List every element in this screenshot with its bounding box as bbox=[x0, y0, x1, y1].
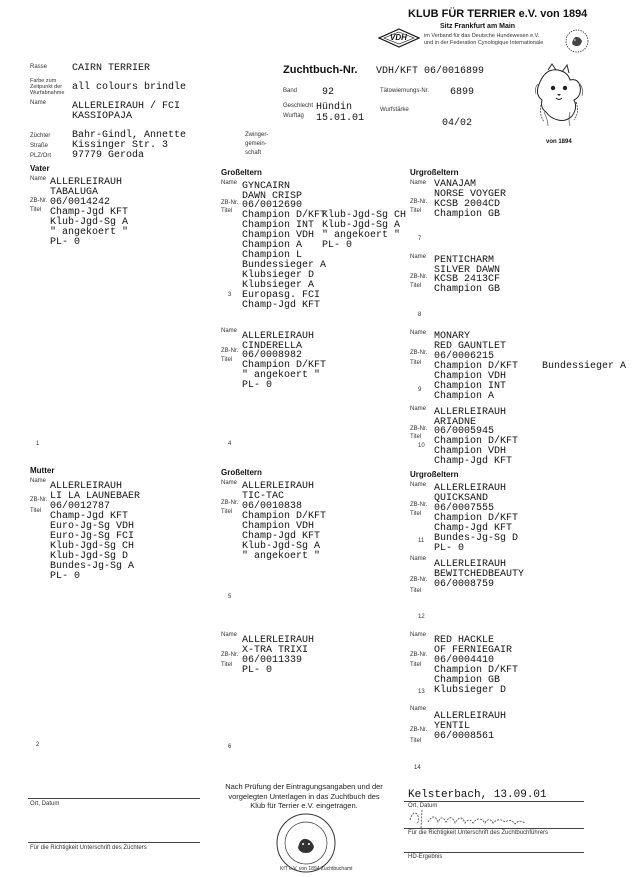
urgrosseltern-heading-1: Urgroßeltern bbox=[410, 168, 459, 177]
hd-line bbox=[404, 852, 584, 853]
u9-num: 9 bbox=[418, 387, 422, 393]
u10-titel-label: Titel bbox=[410, 434, 422, 440]
mutter-titel-label: Titel bbox=[30, 508, 42, 514]
u13-titel-label: Titel bbox=[410, 662, 422, 668]
terrier-logo-icon bbox=[530, 62, 592, 142]
rasse-label: Rasse bbox=[30, 64, 48, 70]
u9-zb: 06/0006215 bbox=[434, 351, 495, 362]
g5-num: 5 bbox=[228, 594, 232, 600]
taet-value: 6899 bbox=[450, 87, 475, 98]
u12-zb: 06/0008759 bbox=[434, 579, 495, 590]
u10-zb-label: ZB-Nr. bbox=[410, 426, 428, 432]
u11-zb: 06/0007555 bbox=[434, 503, 495, 514]
mutter-zb: 06/0012787 bbox=[50, 501, 111, 512]
wurftag-value: 15.01.01 bbox=[316, 113, 365, 124]
u13-zb-label: ZB-Nr. bbox=[410, 652, 428, 658]
vater-zb: 06/0014242 bbox=[50, 197, 111, 208]
zuechter-labels: Züchter Straße PLZ/Ort bbox=[30, 133, 52, 159]
g6-titel-label: Titel bbox=[221, 662, 233, 668]
u11-name: ALLERLEIRAUH QUICKSAND bbox=[434, 483, 507, 504]
u12-zb-label: ZB-Nr. bbox=[410, 577, 428, 583]
u10-name: ALLERLEIRAUH ARIADNE bbox=[434, 407, 507, 428]
u12-name: ALLERLEIRAUH BEWITCHEDBEAUTY bbox=[434, 559, 525, 580]
u13-num: 13 bbox=[418, 689, 425, 695]
g6-zb-label: ZB-Nr. bbox=[221, 652, 239, 658]
g3-titel: Champion D/KFT Champion INT Champion VDH Champion A Champion L Bundessieger A Klubsieger D Klubsieger A Europasg. FCI Champ-Jgd KFT bbox=[242, 210, 327, 311]
zuchtbuch-value: VDH/KFT 06/0016899 bbox=[376, 66, 485, 77]
dog-name-label: Name bbox=[30, 100, 47, 106]
g3-name-label: Name bbox=[221, 180, 238, 186]
farbe-value: all colours brindle bbox=[72, 82, 187, 93]
grosseltern-heading-2: Großeltern bbox=[221, 468, 262, 477]
mutter-zb-label: ZB-Nr. bbox=[30, 497, 48, 503]
u14-titel-label: Titel bbox=[410, 738, 422, 744]
g5-zb-label: ZB-Nr. bbox=[221, 500, 239, 506]
ort-datum-line bbox=[28, 798, 200, 799]
grosseltern-heading-1: Großeltern bbox=[221, 168, 262, 177]
mutter-heading: Mutter bbox=[30, 466, 55, 475]
u11-num: 11 bbox=[418, 538, 425, 544]
g5-name-label: Name bbox=[221, 480, 238, 486]
u13-zb: 06/0004410 bbox=[434, 655, 495, 666]
g6-num: 6 bbox=[228, 744, 232, 750]
vdh-logo-text: VDH bbox=[390, 33, 407, 42]
club-title: KLUB FÜR TERRIER e.V. von 1894 bbox=[408, 8, 588, 20]
mutter-name-label: Name bbox=[30, 478, 47, 484]
rasse-value: CAIRN TERRIER bbox=[72, 63, 151, 74]
club-subtitle: Sitz Frankfurt am Main bbox=[440, 23, 516, 30]
emblem-year: von 1894 bbox=[546, 139, 572, 145]
u11-titel: Champion D/KFT Champ-Jgd KFT Bundes-Jg-Sg D PL- 0 bbox=[434, 513, 519, 554]
wurftag-label: Wurftag bbox=[283, 113, 304, 119]
g5-zb: 06/0010838 bbox=[242, 501, 303, 512]
g3-titel-2: Klub-Jgd-Sg CH Klub-Jgd-Sg A " angekoert " PL- 0 bbox=[322, 210, 407, 251]
g5-name: ALLERLEIRAUH TIC-TAC bbox=[242, 481, 315, 502]
u9-titel-2: Bundessieger A bbox=[542, 361, 627, 372]
g4-titel-label: Titel bbox=[221, 357, 233, 363]
dog-name-value: ALLERLEIRAUH / FCI KASSIOPAJA bbox=[72, 101, 181, 122]
geschlecht-value: Hündin bbox=[316, 102, 353, 113]
u10-zb: 06/0005945 bbox=[434, 426, 495, 437]
u8-num: 8 bbox=[418, 312, 422, 318]
g5-titel: Champion D/KFT Champion VDH Champ-Jgd KFT Klub-Jgd-Sg A " angekoert " bbox=[242, 511, 327, 562]
u8-zb-label: ZB-Nr. bbox=[410, 274, 428, 280]
g3-zb: 06/0012690 bbox=[242, 200, 303, 211]
zuchtbuch-label: Zuchtbuch-Nr. bbox=[283, 64, 358, 76]
mutter-titel: Champ-Jgd KFT Euro-Jg-Sg VDH Euro-Jg-Sg FCI Klub-Jgd-Sg CH Klub-Jgd-Sg D Bundes-Jg-Sg A PL- 0 bbox=[50, 511, 135, 582]
u9-name-label: Name bbox=[410, 330, 427, 336]
ort-datum-line-2 bbox=[404, 801, 584, 802]
u12-titel-label: Titel bbox=[410, 588, 422, 594]
vater-heading: Vater bbox=[30, 164, 50, 173]
club-line2: und in der Federation Cynologique Internationale bbox=[424, 40, 544, 46]
u8-name: PENTICHARM SILVER DAWN bbox=[434, 255, 501, 276]
u8-titel: Champion GB bbox=[434, 284, 501, 295]
wurfstaerke-value: 04/02 bbox=[442, 118, 473, 129]
u12-num: 12 bbox=[418, 614, 425, 620]
u13-name-label: Name bbox=[410, 632, 427, 638]
u7-zb: KCSB 2004CD bbox=[434, 199, 501, 210]
g4-num: 4 bbox=[228, 441, 232, 447]
ort-datum-label: Ort, Datum bbox=[30, 801, 60, 807]
vater-name-label: Name bbox=[30, 176, 47, 182]
u7-titel-label: Titel bbox=[410, 208, 422, 214]
club-seal-icon bbox=[268, 812, 344, 874]
g3-zb-label: ZB-Nr. bbox=[221, 200, 239, 206]
g4-titel: Champion D/KFT " angekoert " PL- 0 bbox=[242, 360, 327, 391]
g4-name: ALLERLEIRAUH CINDERELLA bbox=[242, 331, 315, 352]
u9-titel: Champion D/KFT Champion VDH Champion INT Champion A bbox=[434, 361, 519, 402]
u14-num: 14 bbox=[414, 765, 421, 771]
vater-zb-label: ZB-Nr. bbox=[30, 198, 48, 204]
vater-name: ALLERLEIRAUH TABALUGA bbox=[50, 177, 123, 198]
g3-titel-label: Titel bbox=[221, 208, 233, 214]
g5-titel-label: Titel bbox=[221, 509, 233, 515]
u8-zb: KCSB 2413CF bbox=[434, 274, 501, 285]
u10-num: 10 bbox=[418, 443, 425, 449]
u12-name-label: Name bbox=[410, 556, 427, 562]
g4-name-label: Name bbox=[221, 328, 238, 334]
vater-num: 1 bbox=[36, 441, 40, 447]
band-value: 92 bbox=[322, 87, 335, 98]
u9-titel-label: Titel bbox=[410, 360, 422, 366]
u13-name: RED HACKLE OF FERNIEGAIR bbox=[434, 635, 513, 656]
u14-name-label: Name bbox=[410, 706, 427, 712]
u8-name-label: Name bbox=[410, 254, 427, 260]
u10-name-label: Name bbox=[410, 406, 427, 412]
g6-name-label: Name bbox=[221, 632, 238, 638]
vater-titel-label: Titel bbox=[30, 207, 42, 213]
zuchtbuch-signature-icon bbox=[408, 806, 558, 830]
u9-zb-label: ZB-Nr. bbox=[410, 350, 428, 356]
u11-titel-label: Titel bbox=[410, 511, 422, 517]
club-line1: im Verband für das Deutsche Hundewesen e.V. bbox=[424, 33, 540, 39]
zuechter-sig-line bbox=[28, 842, 200, 843]
zwinger-label: Zwinger- gemein- schaft bbox=[245, 132, 269, 156]
u11-zb-label: ZB-Nr. bbox=[410, 502, 428, 508]
u14-name: ALLERLEIRAUH YENTIL bbox=[434, 711, 507, 732]
u7-name-label: Name bbox=[410, 180, 427, 186]
u8-titel-label: Titel bbox=[410, 283, 422, 289]
g6-titel: PL- 0 bbox=[242, 665, 273, 676]
zuchtbuch-sig-label: Für die Richtigkeit Unterschrift des Zuchtbuchführers bbox=[408, 830, 549, 836]
mutter-name: ALLERLEIRAUH LI LA LAUNEBAER bbox=[50, 481, 141, 502]
zuechter-sig-label: Für die Richtigkeit Unterschrift des Züchters bbox=[30, 845, 147, 851]
taet-label: Tätowiernungs-Nr. bbox=[380, 88, 430, 94]
ort-datum-label-2: Ort, Datum bbox=[408, 803, 438, 809]
g4-zb-label: ZB-Nr. bbox=[221, 348, 239, 354]
place-date: Kelsterbach, 13.09.01 bbox=[408, 789, 547, 801]
u9-name: MONARY RED GAUNTLET bbox=[434, 331, 507, 352]
g4-zb: 06/0008982 bbox=[242, 350, 303, 361]
club-emblem-icon bbox=[564, 28, 590, 54]
mutter-num: 2 bbox=[36, 742, 40, 748]
u7-zb-label: ZB-Nr. bbox=[410, 199, 428, 205]
zuchtbuch-sig-line bbox=[404, 828, 584, 829]
farbe-label: Farbe zum Zeitpunkt der Wurfabnahme bbox=[30, 78, 65, 96]
g6-zb: 06/0011339 bbox=[242, 655, 303, 666]
vater-titel: Champ-Jgd KFT Klub-Jgd-Sg A " angekoert " PL- 0 bbox=[50, 207, 129, 248]
g3-num: 3 bbox=[228, 292, 232, 298]
u7-titel: Champion GB bbox=[434, 209, 501, 220]
u7-num: 7 bbox=[418, 236, 422, 242]
g6-name: ALLERLEIRAUH X-TRA TRIXI bbox=[242, 635, 315, 656]
u11-name-label: Name bbox=[410, 482, 427, 488]
u7-name: VANAJAM NORSE VOYGER bbox=[434, 179, 507, 200]
g3-name: GYNCAIRN DAWN CRISP bbox=[242, 181, 303, 202]
band-label: Band bbox=[283, 88, 298, 94]
u10-titel: Champion D/KFT Champion VDH Champ-Jgd KFT bbox=[434, 436, 519, 467]
u14-zb-label: ZB-Nr. bbox=[410, 727, 428, 733]
u13-titel: Champion D/KFT Champion GB Klubsieger D bbox=[434, 665, 519, 696]
seal-text: KfT e.V. von 1894 Zuchtbuchamt bbox=[280, 866, 353, 872]
wurfstaerke-label: Wurfstärke bbox=[380, 107, 409, 113]
registration-note: Nach Prüfung der Eintragungsangaben und der vorgelegten Unterlagen in das Zuchtbuch des Klub für Terrier e.V. eingetragen. bbox=[225, 782, 383, 810]
zuechter-values: Bahr-Gindl, Annette Kissinger Str. 3 97779 Geroda bbox=[72, 130, 187, 161]
urgrosseltern-heading-2: Urgroßeltern bbox=[410, 470, 459, 479]
geschlecht-label: Geschlecht bbox=[283, 103, 314, 109]
hd-label: HD-Ergebnis bbox=[408, 854, 443, 860]
u14-zb: 06/0008561 bbox=[434, 731, 495, 742]
